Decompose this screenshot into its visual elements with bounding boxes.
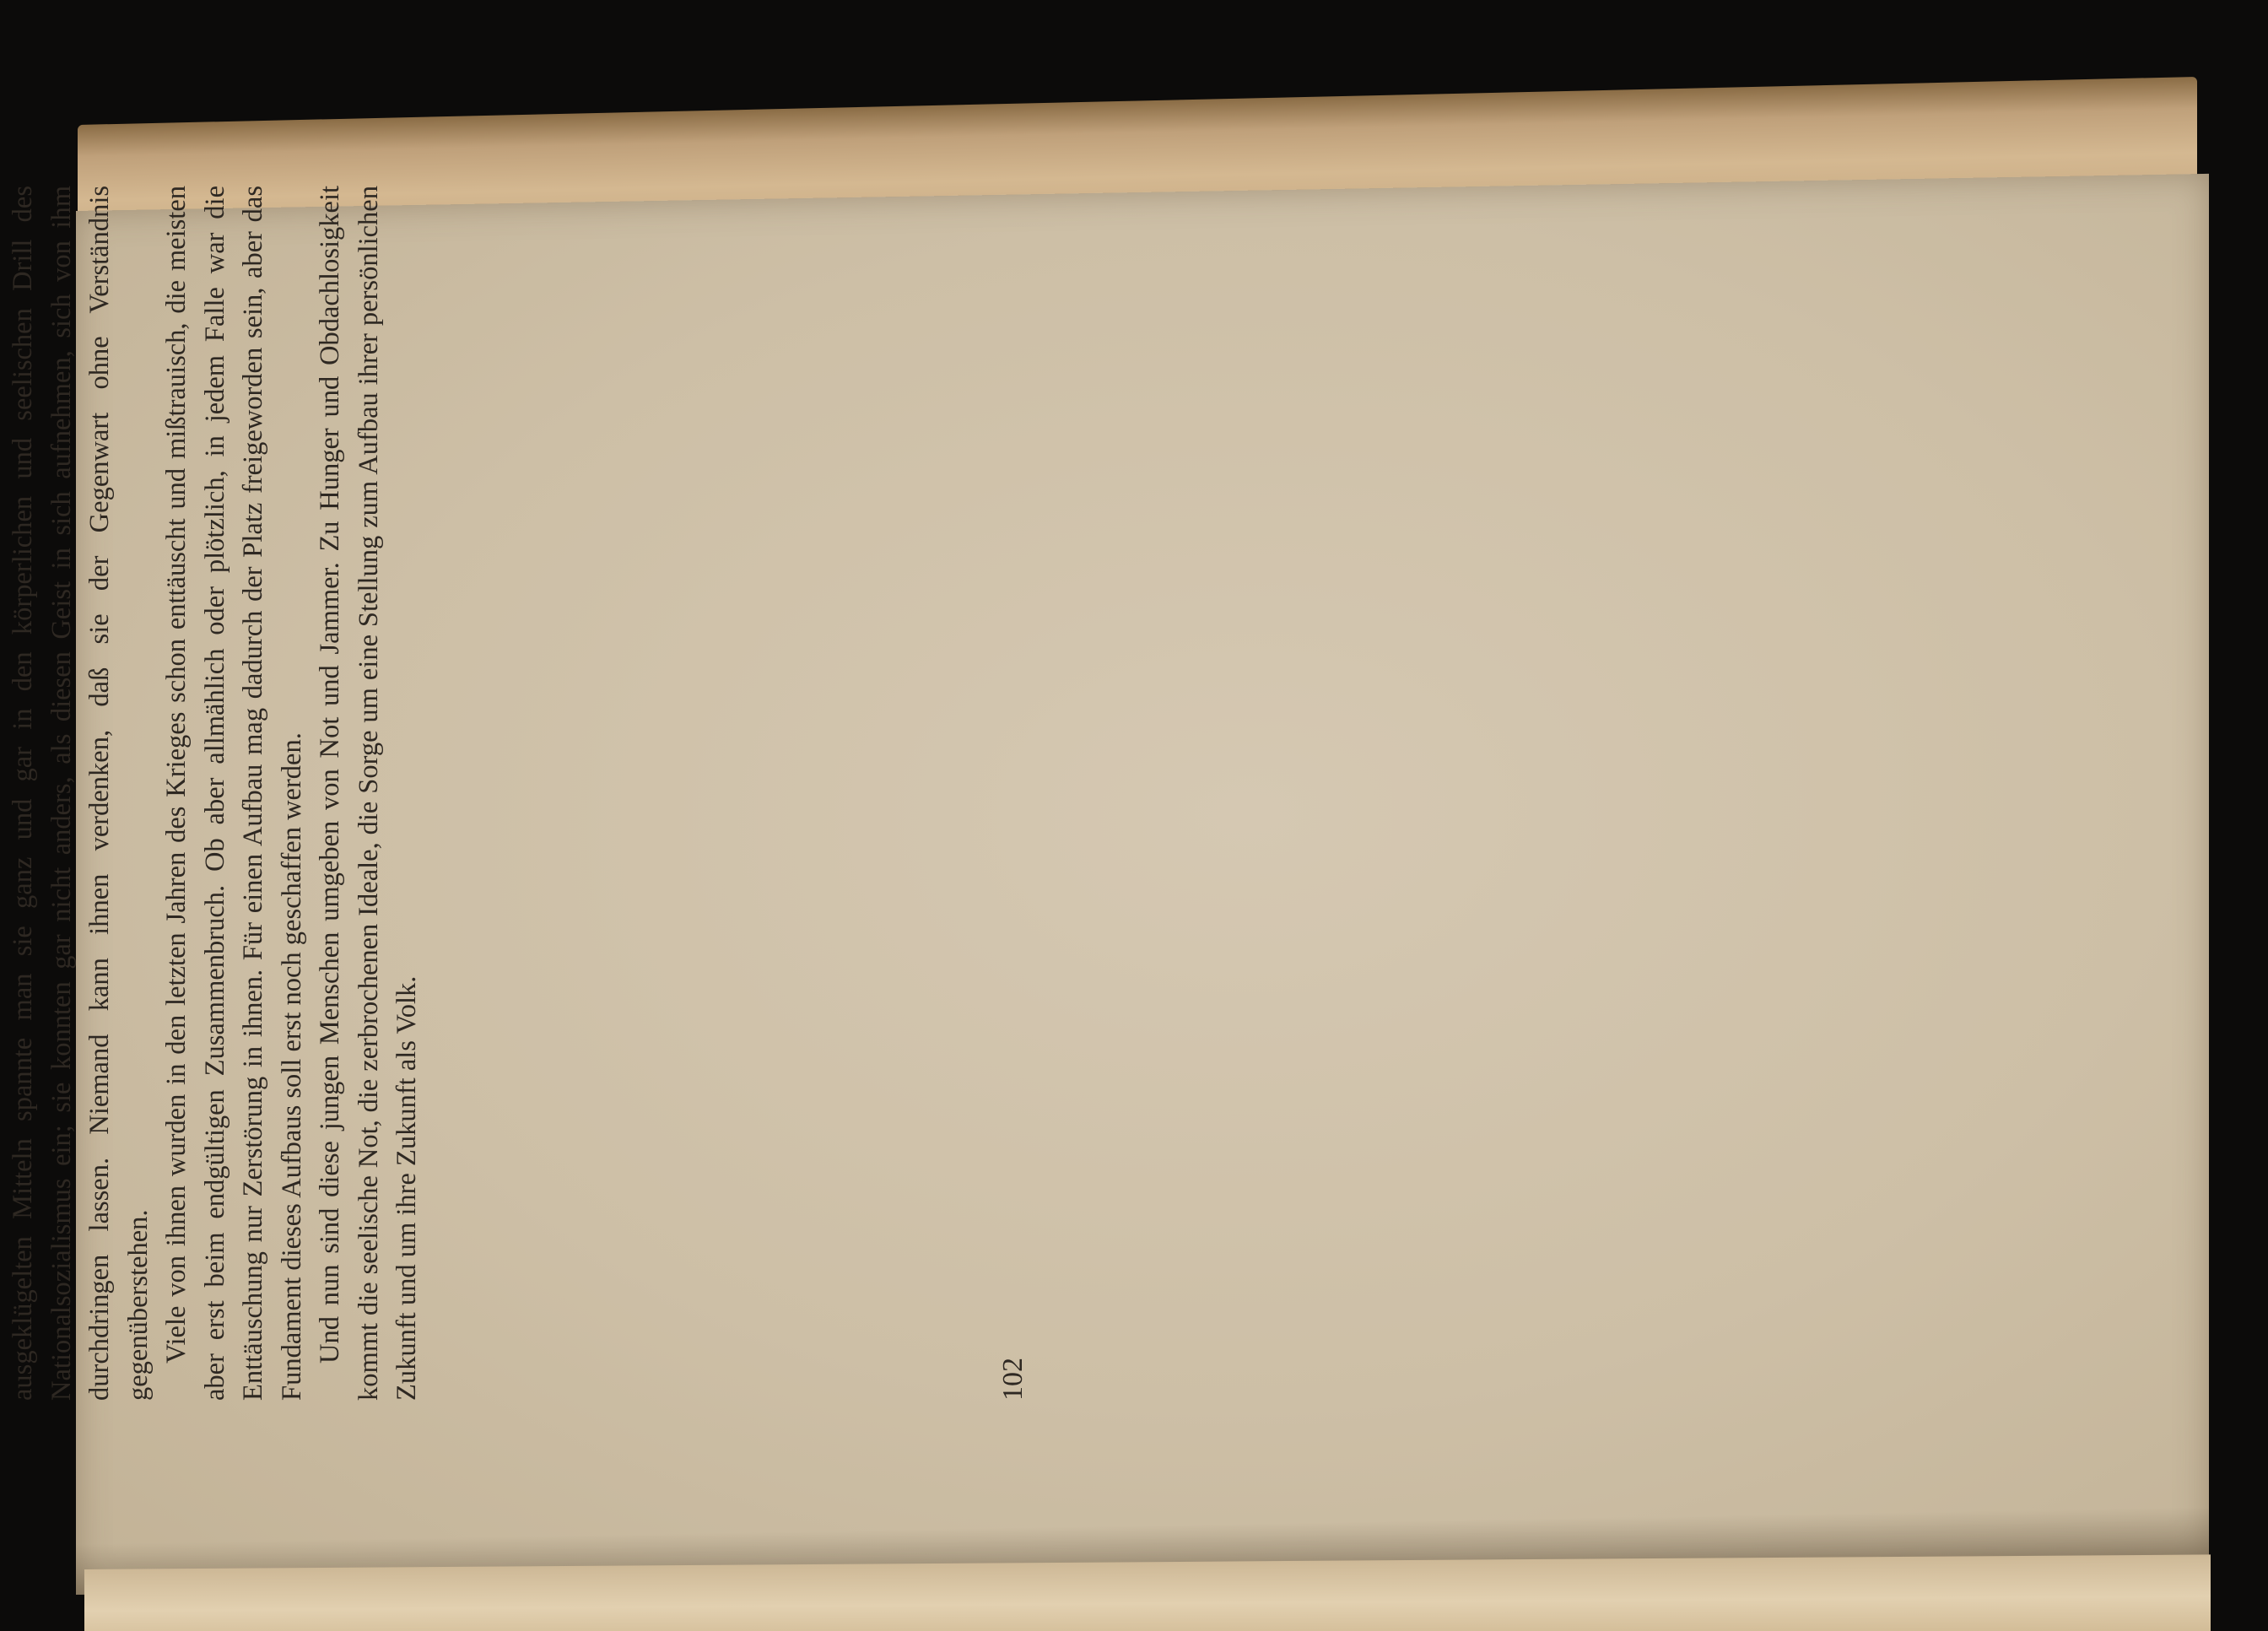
paragraph-2: Viele von ihnen wurden in den letzten Jahren des Krieges schon enttäuscht und mißtrauisch, die meisten aber erst beim endgültigen Zusammenbruch. Ob aber allmählich oder plötzlich, in jedem Falle war die Enttäuschung nur Zerstörung in ihnen. Für einen Aufbau mag dadurch der Platz freigeworden sein, aber das Fundament dieses Aufbaus soll erst noch geschaffen werden.: [161, 186, 307, 1401]
rotated-text-block: [0, 186, 1046, 1401]
paragraph-1: ausgeklügelten Mitteln spannte man sie ganz und gar in den körperlichen und seelischen Drill des Nationalsozialismus ein; sie konnten gar nicht anders, als diesen Geist in sich aufnehmen, sich von ihm durchdringen lassen. Niemand kann ihnen verdenken, daß sie der Gegenwart ohne Verständnis gegenüberstehen.: [8, 186, 154, 1401]
page-text: [0, 186, 427, 1401]
paragraph-3: Und nun sind diese jungen Menschen umgeben von Not und Jammer. Zu Hunger und Obdachlosigkeit kommt die seelische Not, die zerbrochenen Ideale, die Sorge um eine Stellung zum Aufbau ihrer persönlichen Zukunft und um ihre Zukunft als Volk.: [315, 186, 423, 1401]
page-number: 102: [997, 1358, 1029, 1401]
